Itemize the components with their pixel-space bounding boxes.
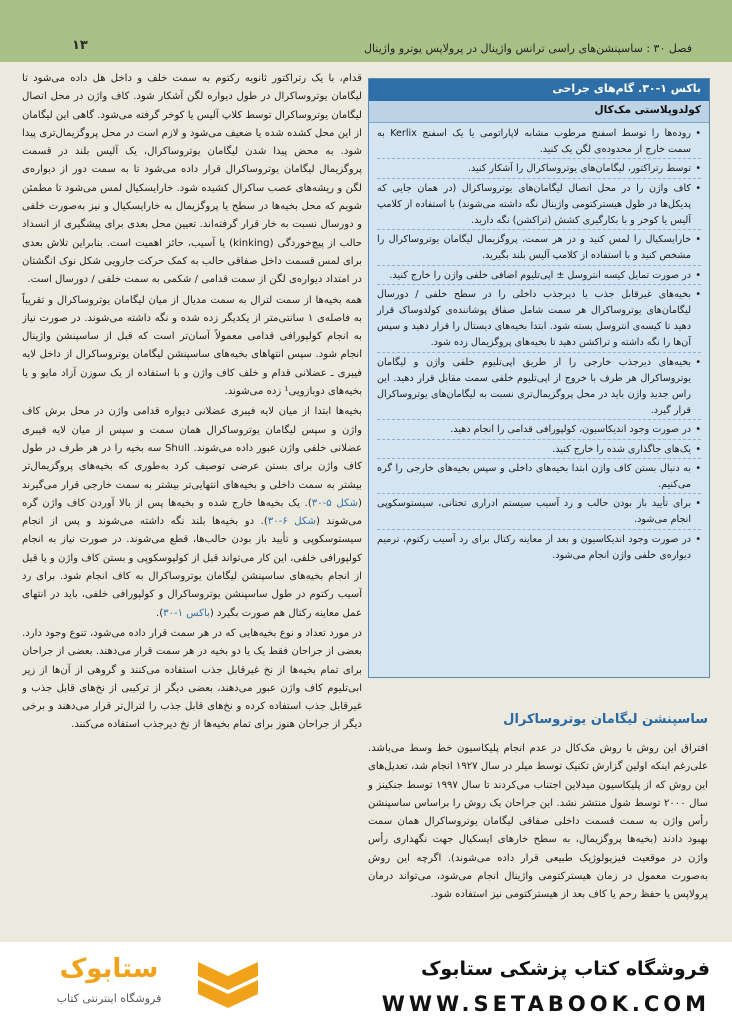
box-reference-link[interactable]: باکس ۱-۳۰ — [163, 607, 210, 619]
chevron-logo-icon — [198, 956, 258, 1012]
list-item: • بخیه‌های غیرقابل جذب یا دیرجذب داخلی را در سطح خلفی / دورسال لیگامان‌های یوتروساکرال هر سمت شامل صفاق پوشاننده‌ی کولدوساک قرار دهید تا کیسه‌ی انتروسل بسته شود. ابتدا بخیه‌های دیستال را قرار دهید و سپس آن‌ها را نگه داشته و تراکشن دهید تا بخیه‌های پروگزیمال زده شود. — [377, 287, 701, 353]
paragraph-segment: ). دو بخیه‌ها بلند نگه داشته می‌شوند و پس از انجام سیستوسکوپی و تأیید باز بودن حالب‌ها، قطع می‌شوند. در صورت نیاز به انجام کولپورافی خلفی، این کار می‌تواند قبل از کولپوسکوپی و بستن کاف واژن و یا قبل از انجام بخیه‌های ساسپنشن لیگامان یوتروساکرال به کاف انجام شود. برای رد آسیب رکتوم در طول ساسپنشن یوتروساکرال و کولپورافی خلفی، باید در انتهای عمل معاینه رکتال هم صورت بگیرد ( — [22, 516, 362, 619]
paragraph: قدام، با یک رتراکتور ثانویه رکتوم به سمت خلف و داخل هل داده می‌شود تا لیگامان یوتروساکرال در طول دیواره لگن آشکار شود. کاف واژن در محل اتصال لیگامان یوتروساکرال توسط کلاپ آلیس یا کوخر گرفته می‌شود. گاهی این لیگامان از این محل کشده شده یا ضعیف می‌شود و لازم است در محل پروگزیمال‌تری پیدا شود. به محض پیدا شدن لیگامان یوتروساکرال، یک آلیس بلند در قسمت پروگزیمال لیگامان یوتروساکرال قرار داده می‌شود تا به سمت دور از دیواره‌ی لگن و ریشه‌های عصب ساکرال کشیده شود. خارایسکیال لمس می‌شود تا مطمئن شویم که محل بخیه‌ها در سطح یا پروگزیمال به خارایسکیال و نیز به‌صورت خلفی و دورسال نسبت به خار قرار گرفته‌اند. تعیین محل بعدی برای پیشگیری از انسداد حالب از پیچ‌خوردگی (kinking) یا آسیب، حائز اهمیت است. بنابراین تلاش بعدی برای لمس قسمت داخل صفاقی حالب به کمک حرکت جارویی شکل نوک انگشتان در امتداد دیواره‌ی لگن از سمت قدامی / شکمی به سمت خلفی / دورسال است. — [22, 73, 362, 286]
list-item: • کاف واژن را در محل اتصال لیگامان‌های یوتروساکرال (در همان جایی که پدیکل‌ها در طول هیسترکتومی واژینال نگه داشته می‌شوند) با استفاده از کلامپ آلیس یا کوخر و با بکارگیری کشش (تراکشن) نگه دارید. — [377, 181, 701, 231]
page-number: ۱۳ — [72, 38, 88, 53]
list-item: • در صورت وجود اندیکاسیون، کولپورافی قدامی را انجام دهید. — [377, 422, 701, 439]
box-title: باکس ۱-۳۰. گام‌های جراحی — [369, 79, 709, 101]
list-item: • به دنبال بستن کاف واژن ابتدا بخیه‌های داخلی و سپس بخیه‌های خارجی را گره می‌کنیم. — [377, 461, 701, 494]
list-item: • در صورت وجود اندیکاسیون و بعد از معاینه رکتال برای رد آسیب رکتوم، ترمیم دیواره‌ی خلفی واژن انجام می‌شود. — [377, 532, 701, 564]
steps-list — [369, 123, 709, 564]
uterosacral-section — [368, 712, 708, 905]
figure-reference-link[interactable]: شکل ۵-۳۰ — [311, 497, 359, 509]
list-item: • توسط رتراکتور، لیگامان‌های یوتروساکرال را آشکار کنید. — [377, 161, 701, 178]
running-title: فصل ۳۰ : ساسپنشن‌های راسی ترانس واژینال در پرولاپس یوترو واژینال — [363, 42, 692, 55]
list-item: • برای تأیید باز بودن حالب و رد آسیب سیستم ادراری تحتانی، سیستوسکوپی انجام می‌شود. — [377, 496, 701, 529]
section-heading: ساسپنشن لیگامان یوتروساکرال — [503, 712, 708, 727]
store-url-link[interactable]: WWW.SETABOOK.COM — [381, 992, 710, 1016]
list-item: • روده‌ها را توسط اسفنج مرطوب مشابه لاپاراتومی یا یک اسفنج Kerlix به سمت خارج از محدوده‌ی لگن یک کنید. — [377, 126, 701, 159]
section-body: افتراق این روش با روش مک‌کال در عدم انجام پلیکاسیون خط وسط می‌باشد. علی‌رغم اینکه اولین گزارش تکنیک توسط میلر در سال ۱۹۲۷ انجام شد، تعدیل‌های این روش که از پلیکاسیون میدلاین اجتناب می‌کردند تا سال ۱۹۹۷ توسط جنکینز و سال ۲۰۰۰ توسط شول منتشر نشد. این جراحان یک روش را براساس ساسپنشن رأس واژن به سمت قسمت داخلی صفاقی لیگامان یوتروساکرال همان سمت بهبود دادند (بخیه‌ها پروگزیمال، به سطح خارهای ایسکیال جهت نگهداری رأس واژن در موقعیت فیزیولوژیک طبیعی قرار داده می‌شوند). اگرچه این روش به‌صورت معمول در زمان هیسترکتومی واژینال انجام می‌شود، می‌تواند درمان پرولاپس یا حفظ رحم یا کاف بعد از هیسترکتومی نیز استفاده شود. — [368, 743, 709, 901]
paragraph-segment: ). یک بخیه‌ها خارج شده و بخیه‌ها پس از بالا آوردن کاف واژن گره می‌شوند ( — [22, 497, 362, 528]
left-column-text — [22, 70, 362, 890]
page-header — [0, 0, 732, 62]
paragraph: همه بخیه‌ها از سمت لترال به سمت مدیال از میان لیگامان یوتروساکرال و تقریباً به فاصله‌ی ۱ سانتی‌متر از یکدیگر زده شده و نگه داشته می‌شوند. در صورت نیاز به انجام کولپورافی قدامی معمولاً آسان‌تر است که قبل از ساسپنشن واژینال انجام شود. سپس انتهاهای بخیه‌های ساسپنشن لیگامان یوتروساکرال از داخل لایه فیبری ـ عضلانی قدام و خلف کاف واژن و با استفاده از یک سوزن آزاد مایو و یا بخیه‌های دوبازویی¹ زده می‌شوند. — [22, 294, 362, 398]
figure-reference-link[interactable]: شکل ۶-۳۰ — [267, 516, 316, 528]
paragraph: در مورد تعداد و نوع بخیه‌هایی که در هر سمت قرار داده می‌شود، تنوع وجود دارد. بعضی از جراحان فقط یک یا دو بخیه در هر سمت قرار می‌دهند. بعضی از جراحان برای تمام بخیه‌ها از نخ غیرقابل جذب استفاده می‌کنند و گروهی از آن‌ها از زیر ابی‌تلیوم کاف واژن عبور می‌دهند، بعضی دیگر از ترکیبی از نخ‌های قابل جذب و غیرقابل جذب استفاده کرده و نخ‌های قابل جذب را لترال‌تر قرار می‌دهند و برخی دیگر از جراحان هنوز برای تمام بخیه‌ها از نخ دیرجذب استفاده می‌کنند. — [22, 627, 362, 731]
paragraph — [22, 403, 362, 623]
store-name: فروشگاه کتاب پزشکی ستابوک — [420, 958, 710, 980]
list-item: • خارایسکیال را لمس کنید و در هر سمت، پروگزیمال لیگامان یوتروساکرال را مشخص کنید و با استفاده از کلامپ آلیس بلند بگیرید. — [377, 232, 701, 265]
list-item: • بخیه‌های دیرجذب خارجی را از طریق اپی‌تلیوم خلفی واژن و لیگامان یوتروساکرال هر طرف با خروج از اپی‌تلیوم خلفی سمت مقابل قرار دهید. این راس جدید واژن باید در محل پروگزیمال‌تری نسبت به لیگامان‌های یوتروساکرال قرار گیرد. — [377, 355, 701, 421]
logo-tagline: فروشگاه اینترنتی کتاب — [56, 992, 162, 1005]
paragraph-segment: بخیه‌ها ابتدا از میان لایه فیبری عضلانی دیواره قدامی واژن در محل برش کاف واژن و سپس لیگامان یوتروساکرال همان سمت و سپس از میان لایه فیبری عضلانی خلفی واژن عبور داده می‌شوند. Shull سه بخیه را در هر طرف در طول کاف واژن برای بستن عرضی توصیف کرد به‌طوری که بخیه‌های پروگزیمال‌تر بیشتر به سمت داخلی و بخیه‌های انتهایی‌تر بیشتر به سمت خارجی قرار می‌گیرند ( — [22, 406, 362, 509]
logo-wordmark: ستابوک — [59, 954, 159, 984]
surgical-steps-box — [368, 78, 710, 678]
list-item: • یک‌های جاگذاری شده را خارج کنید. — [377, 442, 701, 459]
store-footer — [0, 942, 732, 1024]
box-subtitle: کولدوپلاستی مک‌کال — [369, 101, 709, 123]
store-logo[interactable] — [28, 952, 268, 1016]
list-item: • در صورت تمایل کیسه انتروسل ± اپی‌تلیوم اضافی خلفی واژن را خارج کنید. — [377, 268, 701, 285]
paragraph-segment: ). — [156, 607, 164, 619]
